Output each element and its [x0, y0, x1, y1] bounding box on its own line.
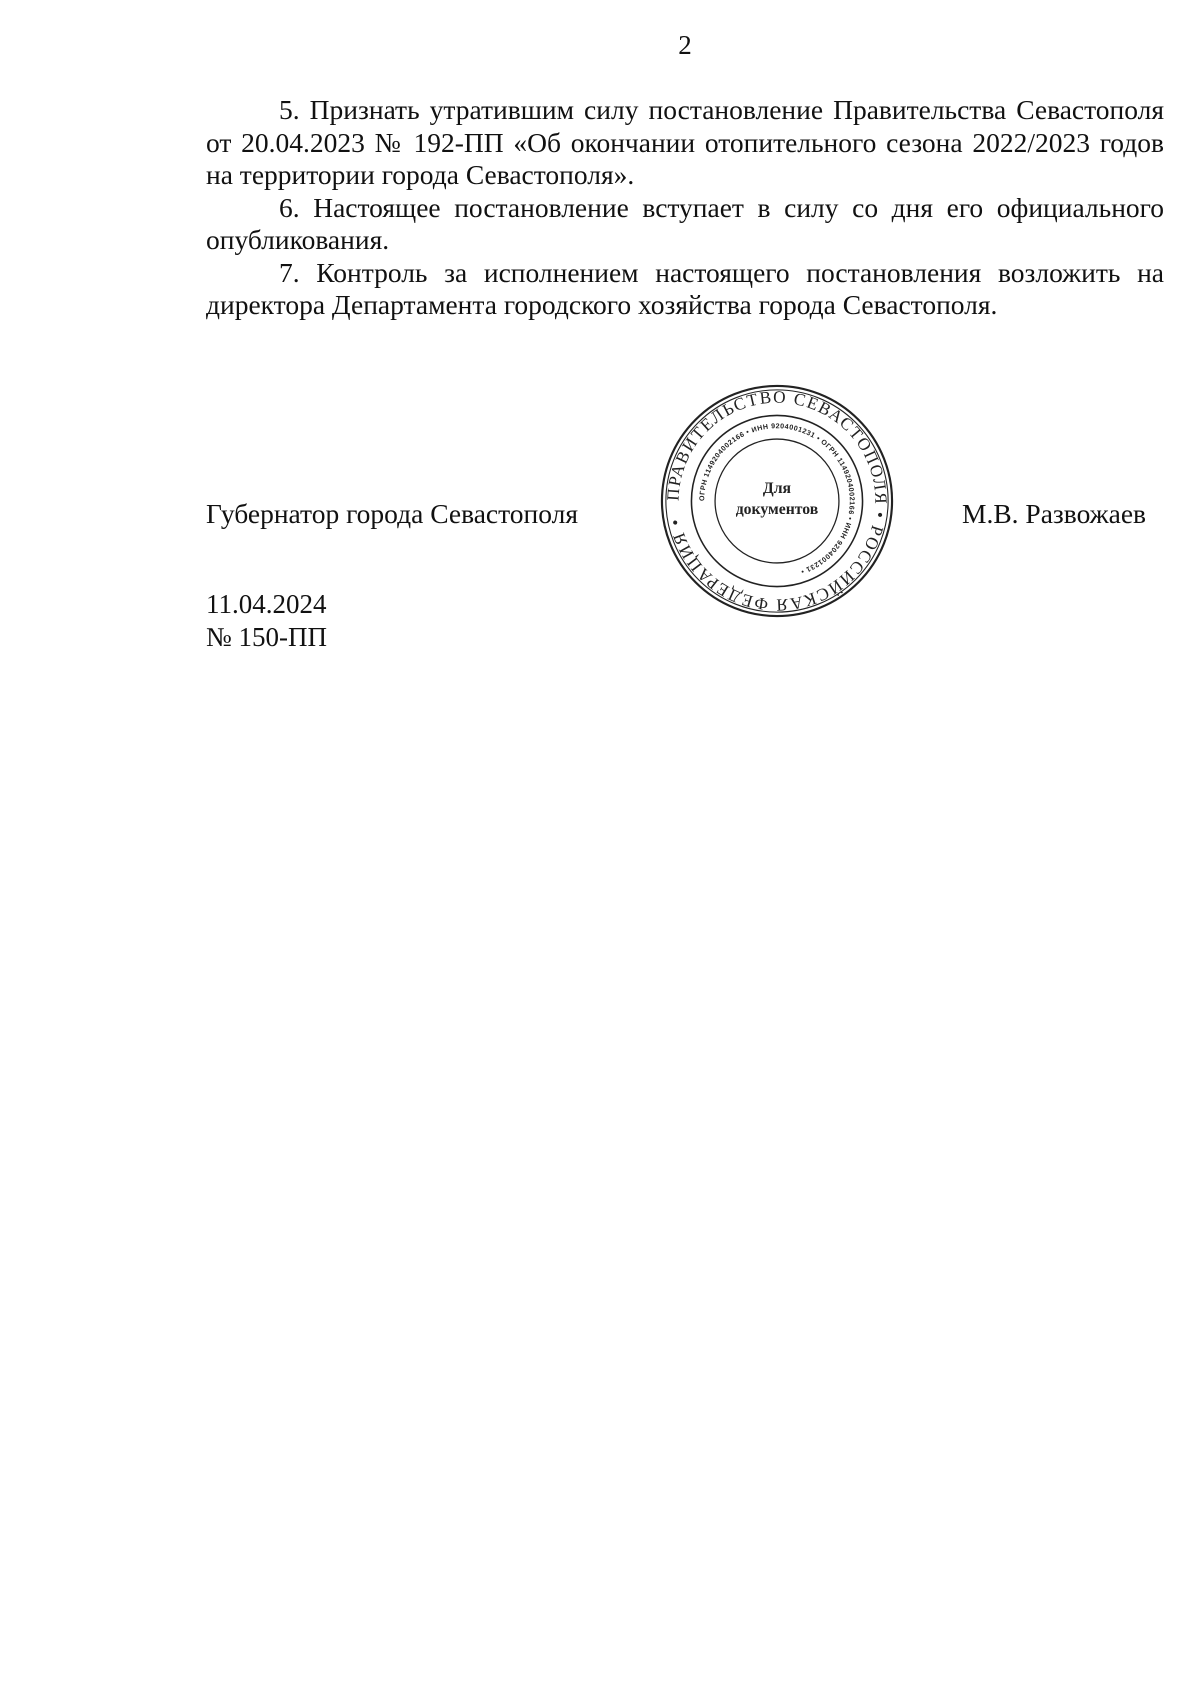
svg-text:ОГРН 1149204002166 • ИНН 92040 — [698, 422, 856, 575]
decree-date: 11.04.2024 — [206, 589, 327, 619]
seal-center-line-2: документов — [735, 500, 819, 518]
signatory-name: М.В. Развожаев — [962, 498, 1147, 529]
seal-center-line-1: Для — [762, 480, 792, 498]
signatory-position: Губернатор города Севастополя — [206, 498, 578, 529]
seal-inner-text: ОГРН 1149204002166 • ИНН 9204001231 • ОГРН 1149204002166 • ИНН 9204001231 • — [698, 422, 856, 576]
official-seal — [659, 383, 895, 619]
decree-number: № 150-ПП — [206, 622, 327, 652]
paragraph-7: 7. Контроль за исполнением настоящего постановления возложить на директора Департамента городского хозяйства города Севастополя. — [206, 256, 1164, 320]
page-number: 2 — [678, 30, 692, 60]
paragraph-6: 6. Настоящее постановление вступает в силу со дня его официального опубликования. — [206, 191, 1164, 255]
seal-outer-text: ПРАВИТЕЛЬСТВО СЕВАСТОПОЛЯ • РОССИЙСКАЯ ФЕДЕРАЦИЯ • — [663, 387, 891, 615]
decree-meta — [206, 588, 327, 654]
document-body — [206, 94, 1164, 322]
paragraph-5: 5. Признать утратившим силу постановление Правительства Севастополя от 20.04.2023 № 192-ПП «Об окончании отопительного сезона 2022/2023 годов на территории города Севастополя». — [206, 94, 1164, 190]
